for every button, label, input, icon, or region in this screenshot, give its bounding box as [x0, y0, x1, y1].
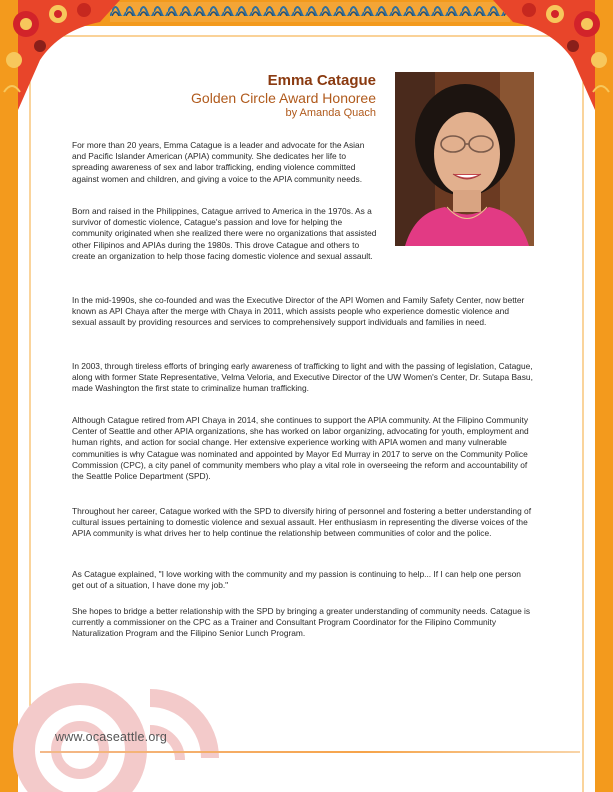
corner-ornament-top-left	[0, 0, 120, 110]
paragraph-text: As Catague explained, "I love working with the community and my passion is continuing to help... If I can help one person get out of a situation, I have done my job."	[72, 569, 521, 591]
paragraph-8	[72, 606, 534, 640]
honoree-name: Emma Catague	[267, 72, 376, 89]
award-title: Golden Circle Award Honoree	[191, 90, 376, 106]
paragraph-5	[72, 415, 534, 482]
portrait-photo	[395, 72, 534, 246]
paragraph-6	[72, 506, 534, 540]
paragraph-4	[72, 361, 534, 395]
paragraph-text: In the mid-1990s, she co-founded and was the Executive Director of the API Women and Family Safety Center, now better known as API Chaya after the merge with Chaya in 2011, which assists people who experience domestic violence and sexual assault by providing resources and services to comprehensively support individuals and families in need.	[72, 295, 525, 328]
oca-watermark-logo	[0, 648, 250, 792]
website-link[interactable]: www.ocaseattle.org	[55, 730, 167, 744]
paragraph-1	[72, 140, 378, 185]
paragraph-3	[72, 295, 534, 329]
paragraph-text: Throughout her career, Catague worked with the SPD to diversify hiring of personnel and fostering a better understanding of cultural issues pertaining to domestic violence and sexual assault. Her enthusiasm in representing the diverse voices of the APIA community is what drives her to help continue the relationship between communities of color and the police.	[72, 506, 532, 539]
footer-divider	[40, 751, 580, 753]
paragraph-text: Although Catague retired from API Chaya in 2014, she continues to support the APIA community. At the Filipino Community Center of Seattle and other APIA organizations, she has worked on labor organizing, advocating for youth, employment and human rights, and action for social change. Her extensive experience working with APIA women and many vulnerable communities is why Catague was nominated and appointed by Mayor Ed Murray in 2017 to serve on the Community Police Commission (CPC), a city panel of community members who play a vital role in overseeing the reform and accountability of the Seattle Police Department (SPD).	[72, 415, 529, 482]
article-header	[150, 72, 376, 120]
paragraph-2	[72, 206, 378, 262]
paragraph-7	[72, 569, 534, 591]
wave-pattern-band	[110, 2, 510, 22]
paragraph-text: Born and raised in the Philippines, Catague arrived to America in the 1970s. As a survivor of domestic violence, Catague's passion and love for helping the community originated when she realized there were no organizations that assisted other Filipinos and APIAs during the 1980s. This drove Catague and others to create an organization to help those facing domestic violence and sexual assault.	[72, 206, 377, 261]
paragraph-text: In 2003, through tireless efforts of bringing early awareness of trafficking to light and with the passing of legislation, Catague, along with former State Representative, Velma Veloria, and Executive Director of the UW Women's Center, Dr. Sutapa Basu, made Washington the first state to criminalize human trafficking.	[72, 361, 533, 394]
author-byline: by Amanda Quach	[285, 107, 376, 119]
paragraph-text: She hopes to bridge a better relationship with the SPD by bringing a greater understanding of community needs. Catague is currently a commissioner on the CPC as a Trainer and Consultant Program Coordinator for the Filipino Community Naturalization Program and the Filipino Senior Lunch Program.	[72, 606, 531, 639]
paragraph-text: For more than 20 years, Emma Catague is a leader and advocate for the Asian and Pacific Islander American (APIA) community. She dedicates her life to spreading awareness of sex and labor trafficking, ending violence committed against women and children, and giving a voice to the APIA community needs.	[72, 140, 365, 184]
